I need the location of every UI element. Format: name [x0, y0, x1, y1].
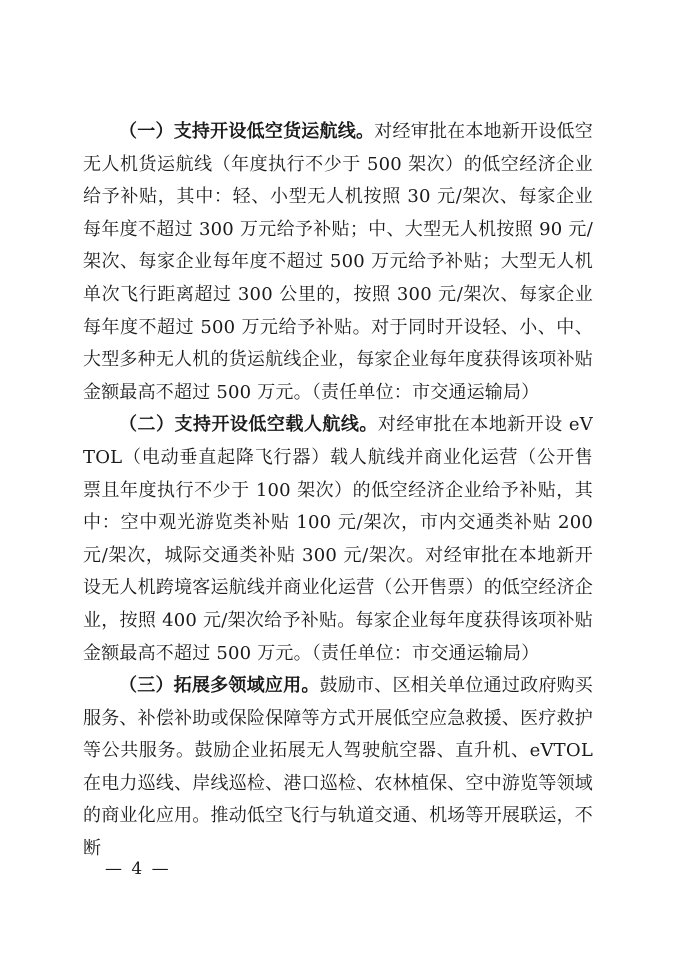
paragraph-passenger-routes	[83, 409, 593, 670]
document-body	[83, 116, 593, 866]
paragraph-cargo-routes	[83, 116, 593, 409]
paragraph-multi-domain-applications	[83, 670, 593, 866]
paragraph-body: 鼓励市、区相关单位通过政府购买服务、补偿补助或保险保障等方式开展低空应急救援、医疗救护等公共服务。鼓励企业拓展无人驾驶航空器、直升机、eVTOL 在电力巡线、岸线巡检、港口巡检、农林植保、空中游览等领域的商业化应用。推动低空飞行与轨道交通、机场等开展联运，不断	[83, 675, 594, 860]
paragraph-heading: （一）支持开设低空货运航线。	[119, 121, 375, 142]
paragraph-heading: （二）支持开设低空载人航线。	[119, 414, 378, 436]
paragraph-heading: （三）拓展多领域应用。	[119, 675, 320, 697]
paragraph-body: 对经审批在本地新开设低空无人机货运航线（年度执行不少于 500 架次）的低空经济企业给予补贴，其中：轻、小型无人机按照 30 元/架次、每家企业每年度不超过 300 万元给予补贴；中、大型无人机按照 90 元/架次、每家企业每年度不超过 500 万元给予补贴；大型无人机单次飞行距离超过 300 公里的，按照 300 元/架次、每家企业每年度不超过 500 万元给予补贴。对于同时开设轻、小、中、大型多种无人机的货运航线企业，每家企业每年度获得该项补贴金额最高不超过 500 万元。（责任单位：市交通运输局）	[83, 121, 593, 403]
page-number: — 4 —	[105, 859, 171, 879]
paragraph-body: 对经审批在本地新开设 eVTOL（电动垂直起降飞行器）载人航线并商业化运营（公开售票且年度执行不少于 100 架次）的低空经济企业给予补贴，其中：空中观光游览类补贴 100 元/架次，市内交通类补贴 200 元/架次，城际交通类补贴 300 元/架次。对经审批在本地新开设无人机跨境客运航线并商业化运营（公开售票）的低空经济企业，按照 400 元/架次给予补贴。每家企业每年度获得该项补贴金额最高不超过 500 万元。（责任单位：市交通运输局）	[83, 414, 593, 664]
